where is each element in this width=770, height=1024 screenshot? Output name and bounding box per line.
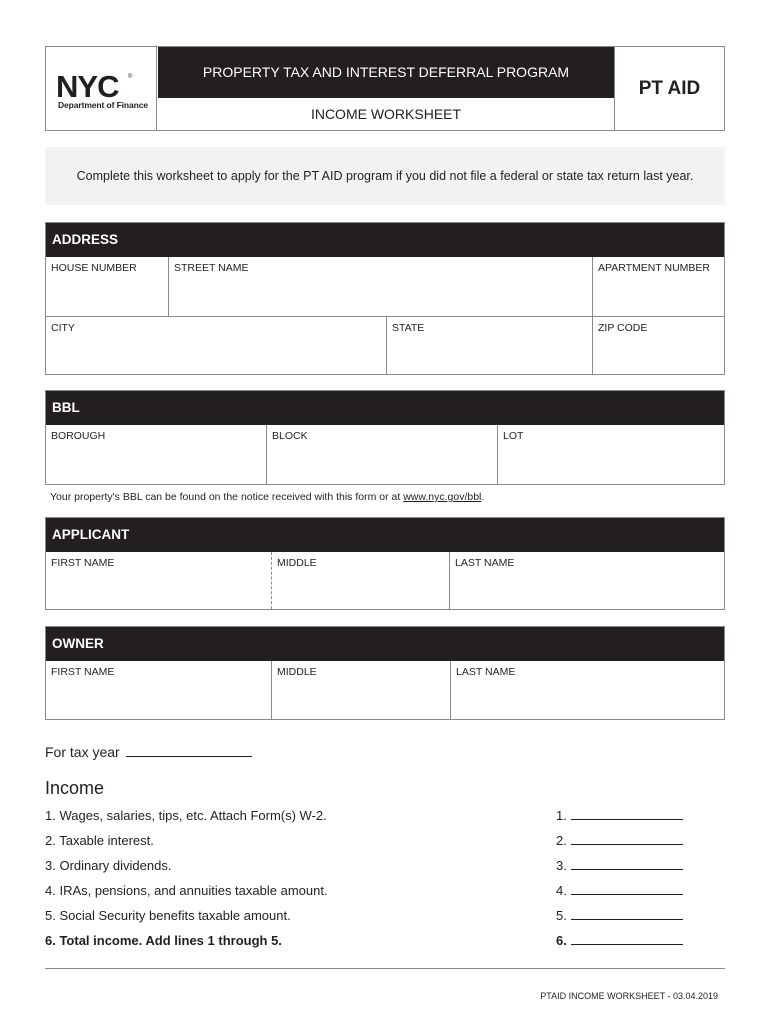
block-label: BLOCK — [272, 430, 308, 442]
income-line-2-entry[interactable] — [556, 833, 683, 848]
applicant-middle-field[interactable] — [271, 552, 449, 609]
house-number-field[interactable] — [46, 257, 168, 316]
income-line-1-blank[interactable] — [571, 810, 683, 820]
income-line-5-number: 5. — [556, 908, 567, 923]
address-row-1 — [46, 257, 724, 316]
income-line-2: 2. Taxable interest. — [45, 833, 154, 848]
income-line-1-entry[interactable] — [556, 808, 683, 823]
registered-mark: ® — [128, 74, 133, 80]
income-line-4: 4. IRAs, pensions, and annuities taxable amount. — [45, 883, 328, 898]
owner-row — [46, 661, 724, 719]
lot-field[interactable] — [497, 425, 724, 484]
bbl-note-text: Your property's BBL can be found on the notice received with this form or at — [50, 491, 404, 503]
state-label: STATE — [392, 322, 425, 334]
department-name: Department of Finance — [58, 100, 148, 110]
applicant-first-name-label: FIRST NAME — [51, 557, 115, 569]
intro-instructions: Complete this worksheet to apply for the PT AID program if you did not file a federal or state tax return last year. — [45, 147, 725, 205]
income-line-4-blank[interactable] — [571, 885, 683, 895]
income-line-3-blank[interactable] — [571, 860, 683, 870]
house-number-label: HOUSE NUMBER — [51, 262, 137, 274]
state-field[interactable] — [386, 317, 592, 374]
income-line-2-blank[interactable] — [571, 835, 683, 845]
bbl-heading: BBL — [46, 391, 724, 425]
income-line-6-blank[interactable] — [571, 935, 683, 945]
bbl-note — [50, 491, 484, 503]
address-heading: ADDRESS — [46, 223, 724, 257]
zip-code-field[interactable] — [592, 317, 724, 374]
applicant-section — [45, 517, 725, 610]
city-label: CITY — [51, 322, 75, 334]
bbl-section — [45, 390, 725, 485]
apartment-number-label: APARTMENT NUMBER — [598, 262, 711, 274]
applicant-middle-label: MIDDLE — [277, 557, 317, 569]
nyc-logo — [56, 70, 136, 100]
income-line-2-number: 2. — [556, 833, 567, 848]
applicant-row — [46, 552, 724, 609]
applicant-last-name-label: LAST NAME — [455, 557, 515, 569]
bbl-row — [46, 425, 724, 484]
owner-last-name-field[interactable] — [450, 661, 724, 719]
applicant-heading: APPLICANT — [46, 518, 724, 552]
owner-first-name-label: FIRST NAME — [51, 666, 115, 678]
income-line-3: 3. Ordinary dividends. — [45, 858, 172, 873]
bbl-note-end: . — [481, 491, 485, 503]
logo-cell — [46, 47, 157, 130]
street-name-label: STREET NAME — [174, 262, 249, 274]
apartment-number-field[interactable] — [592, 257, 724, 316]
applicant-first-name-field[interactable] — [46, 552, 271, 609]
income-line-1-number: 1. — [556, 808, 567, 823]
address-section — [45, 222, 725, 375]
income-line-5-entry[interactable] — [556, 908, 683, 923]
program-badge: PT AID — [614, 47, 724, 130]
tax-year-label: For tax year — [45, 744, 120, 760]
income-line-6-number: 6. — [556, 933, 567, 948]
form-header — [45, 46, 725, 131]
address-row-2 — [46, 316, 724, 374]
logo-text: NYC — [56, 70, 119, 100]
owner-middle-field[interactable] — [271, 661, 450, 719]
block-field[interactable] — [266, 425, 497, 484]
bbl-link[interactable]: www.nyc.gov/bbl — [403, 491, 482, 503]
worksheet-subtitle: INCOME WORKSHEET — [310, 106, 462, 122]
owner-section — [45, 626, 725, 720]
borough-label: BOROUGH — [51, 430, 106, 442]
income-line-6-entry[interactable] — [556, 933, 683, 948]
street-name-field[interactable] — [168, 257, 592, 316]
zip-code-label: ZIP CODE — [598, 322, 648, 334]
footer-form-id: PTAID INCOME WORKSHEET - 03.04.2019 — [540, 991, 718, 1001]
owner-middle-label: MIDDLE — [277, 666, 317, 678]
income-title: Income — [45, 778, 105, 798]
program-title: PROPERTY TAX AND INTEREST DEFERRAL PROGRAM — [158, 47, 614, 98]
bottom-divider — [45, 968, 725, 969]
income-line-3-entry[interactable] — [556, 858, 683, 873]
income-line-6-total: 6. Total income. Add lines 1 through 5. — [45, 933, 282, 948]
lot-label: LOT — [503, 430, 524, 442]
city-field[interactable] — [46, 317, 386, 374]
applicant-last-name-field[interactable] — [449, 552, 724, 609]
tax-year-input[interactable] — [126, 745, 252, 757]
income-line-4-entry[interactable] — [556, 883, 683, 898]
owner-heading: OWNER — [46, 627, 724, 661]
tax-year — [45, 744, 252, 760]
income-line-3-number: 3. — [556, 858, 567, 873]
income-line-1: 1. Wages, salaries, tips, etc. Attach Form(s) W-2. — [45, 808, 327, 823]
income-line-5: 5. Social Security benefits taxable amount. — [45, 908, 291, 923]
income-line-5-blank[interactable] — [571, 910, 683, 920]
income-line-4-number: 4. — [556, 883, 567, 898]
borough-field[interactable] — [46, 425, 266, 484]
owner-last-name-label: LAST NAME — [456, 666, 516, 678]
owner-first-name-field[interactable] — [46, 661, 271, 719]
